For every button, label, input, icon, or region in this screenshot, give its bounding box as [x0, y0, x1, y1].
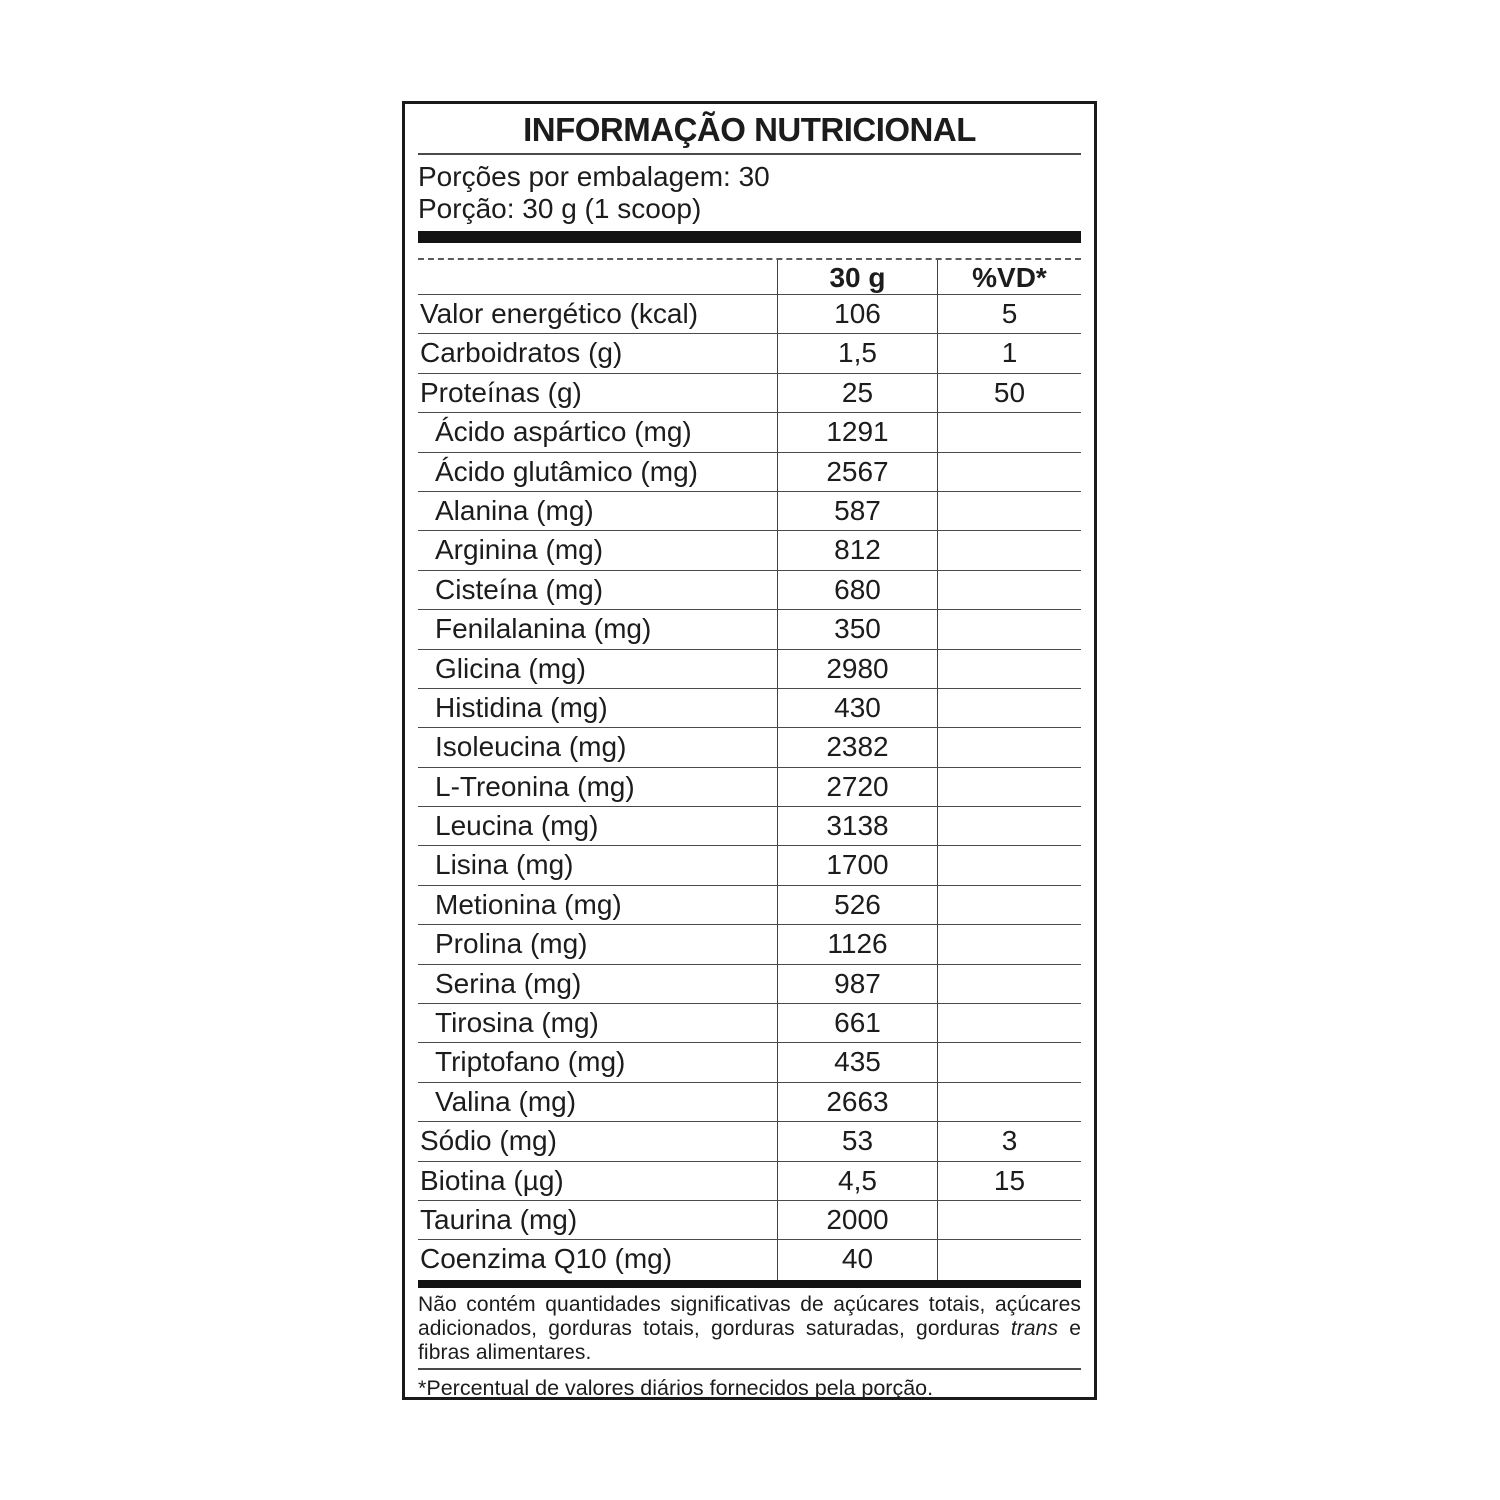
nutrient-label: Isoleucina (mg): [435, 731, 627, 763]
dv-value: [937, 689, 1081, 727]
dv-value: [937, 1043, 1081, 1081]
dv-value: [937, 492, 1081, 530]
amount-value: 106: [777, 295, 937, 333]
dv-value: [937, 531, 1081, 569]
amount-value: 587: [777, 492, 937, 530]
nutrient-label: Fenilalanina (mg): [435, 613, 652, 645]
header-label-cell: [418, 260, 777, 296]
amount-value: 2567: [777, 453, 937, 491]
table-row: [418, 728, 1081, 767]
nutrient-label: Valina (mg): [435, 1085, 577, 1117]
dv-value: [937, 807, 1081, 845]
column-header-amount: 30 g: [777, 260, 937, 296]
dv-value: [937, 1004, 1081, 1042]
table-row: [418, 1240, 1081, 1279]
dv-value: [937, 925, 1081, 963]
dv-value: 3: [937, 1122, 1081, 1160]
nutrient-label: Tirosina (mg): [435, 1007, 599, 1039]
table-row: [418, 492, 1081, 531]
table-row: [418, 1162, 1081, 1201]
table-row: [418, 650, 1081, 689]
dv-value: 1: [937, 334, 1081, 372]
nutrient-label: Carboidratos (g): [420, 337, 623, 369]
dv-value: [937, 610, 1081, 648]
dv-value: 50: [937, 374, 1081, 412]
amount-value: 2980: [777, 650, 937, 688]
nutrient-label: Lisina (mg): [435, 849, 574, 881]
table-row: [418, 413, 1081, 452]
table-header: [418, 258, 1081, 295]
amount-value: 661: [777, 1004, 937, 1042]
table-row: [418, 1122, 1081, 1161]
nutrient-label: Metionina (mg): [435, 888, 622, 920]
table-row: [418, 531, 1081, 570]
servings-per-package: Porções por embalagem: 30: [418, 161, 770, 192]
nutrient-label: Glicina (mg): [435, 652, 586, 684]
dv-value: [937, 453, 1081, 491]
table-row: [418, 965, 1081, 1004]
amount-value: 812: [777, 531, 937, 569]
dv-value: [937, 413, 1081, 451]
nutrient-label: Serina (mg): [435, 967, 582, 999]
table-row: [418, 571, 1081, 610]
nutrient-label: Leucina (mg): [435, 810, 599, 842]
table-row: [418, 1043, 1081, 1082]
serving-size: Porção: 30 g (1 scoop): [418, 193, 702, 224]
table-row: [418, 1083, 1081, 1122]
nutrient-label: Proteínas (g): [420, 376, 582, 408]
amount-value: 25: [777, 374, 937, 412]
nutrient-label: Ácido aspártico (mg): [435, 416, 692, 448]
table-row: [418, 453, 1081, 492]
dv-value: [937, 571, 1081, 609]
amount-value: 40: [777, 1240, 937, 1279]
table-row: [418, 374, 1081, 413]
column-header-dv: %VD*: [937, 260, 1081, 296]
table-row: [418, 925, 1081, 964]
header-gap: [418, 243, 1081, 258]
amount-value: 53: [777, 1122, 937, 1160]
dv-value: 15: [937, 1162, 1081, 1200]
amount-value: 2382: [777, 728, 937, 766]
amount-value: 526: [777, 886, 937, 924]
dv-value: [937, 768, 1081, 806]
panel-title: INFORMAÇÃO NUTRICIONAL: [523, 111, 976, 148]
nutrient-label: Valor energético (kcal): [420, 298, 699, 329]
dv-value: [937, 886, 1081, 924]
amount-value: 1700: [777, 846, 937, 884]
table-row: [418, 768, 1081, 807]
amount-value: 3138: [777, 807, 937, 845]
serving-info: [418, 155, 1081, 231]
nutrient-label: Prolina (mg): [435, 928, 588, 960]
top-thick-bar: [418, 231, 1081, 243]
table-row: [418, 1004, 1081, 1043]
amount-value: 1126: [777, 925, 937, 963]
table-row: [418, 295, 1081, 334]
table-body: [418, 295, 1081, 1280]
nutrient-label: Arginina (mg): [435, 534, 604, 566]
nutrient-label: Alanina (mg): [435, 494, 594, 526]
nutrient-label: Taurina (mg): [420, 1203, 578, 1235]
nutrient-label: Coenzima Q10 (mg): [420, 1243, 673, 1275]
dv-value: [937, 1201, 1081, 1239]
table-row: [418, 886, 1081, 925]
dv-value: [937, 846, 1081, 884]
nutrient-label: Ácido glutâmico (mg): [435, 455, 698, 487]
amount-value: 350: [777, 610, 937, 648]
table-row: [418, 1201, 1081, 1240]
amount-value: 2000: [777, 1201, 937, 1239]
amount-value: 435: [777, 1043, 937, 1081]
amount-value: 430: [777, 689, 937, 727]
amount-value: 680: [777, 571, 937, 609]
table-row: [418, 689, 1081, 728]
nutrient-label: L-Treonina (mg): [435, 770, 635, 802]
amount-value: 4,5: [777, 1162, 937, 1200]
daily-value-note: *Percentual de valores diários fornecidos pela porção.: [418, 1375, 934, 1400]
no-significant-amounts-note: [418, 1293, 1081, 1365]
nutrition-facts-panel: [402, 101, 1097, 1400]
dv-value: [937, 965, 1081, 1003]
amount-value: 2663: [777, 1083, 937, 1121]
amount-value: 1,5: [777, 334, 937, 372]
footnote-text-end: e fibras alimentares.: [418, 1316, 1081, 1364]
table-row: [418, 334, 1081, 373]
dv-value: [937, 1240, 1081, 1279]
table-row: [418, 807, 1081, 846]
footnote-trans-italic: trans: [1010, 1316, 1059, 1340]
table-row: [418, 846, 1081, 885]
nutrient-label: Sódio (mg): [420, 1125, 557, 1157]
dv-value: [937, 650, 1081, 688]
amount-value: 2720: [777, 768, 937, 806]
dv-value: 5: [937, 295, 1081, 333]
bottom-thick-bar: [418, 1280, 1081, 1288]
table-row: [418, 610, 1081, 649]
amount-value: 1291: [777, 413, 937, 451]
footnote-text-start: Não contém quantidades significativas de açúcares totais, açúcares adicionados, gorduras totais, gorduras saturadas, gorduras: [418, 1292, 1081, 1340]
amount-value: 987: [777, 965, 937, 1003]
nutrient-label: Biotina (µg): [420, 1164, 564, 1196]
nutrient-label: Triptofano (mg): [435, 1046, 626, 1078]
dv-value: [937, 728, 1081, 766]
nutrient-label: Cisteína (mg): [435, 573, 604, 605]
nutrient-label: Histidina (mg): [435, 691, 608, 723]
dv-value: [937, 1083, 1081, 1121]
